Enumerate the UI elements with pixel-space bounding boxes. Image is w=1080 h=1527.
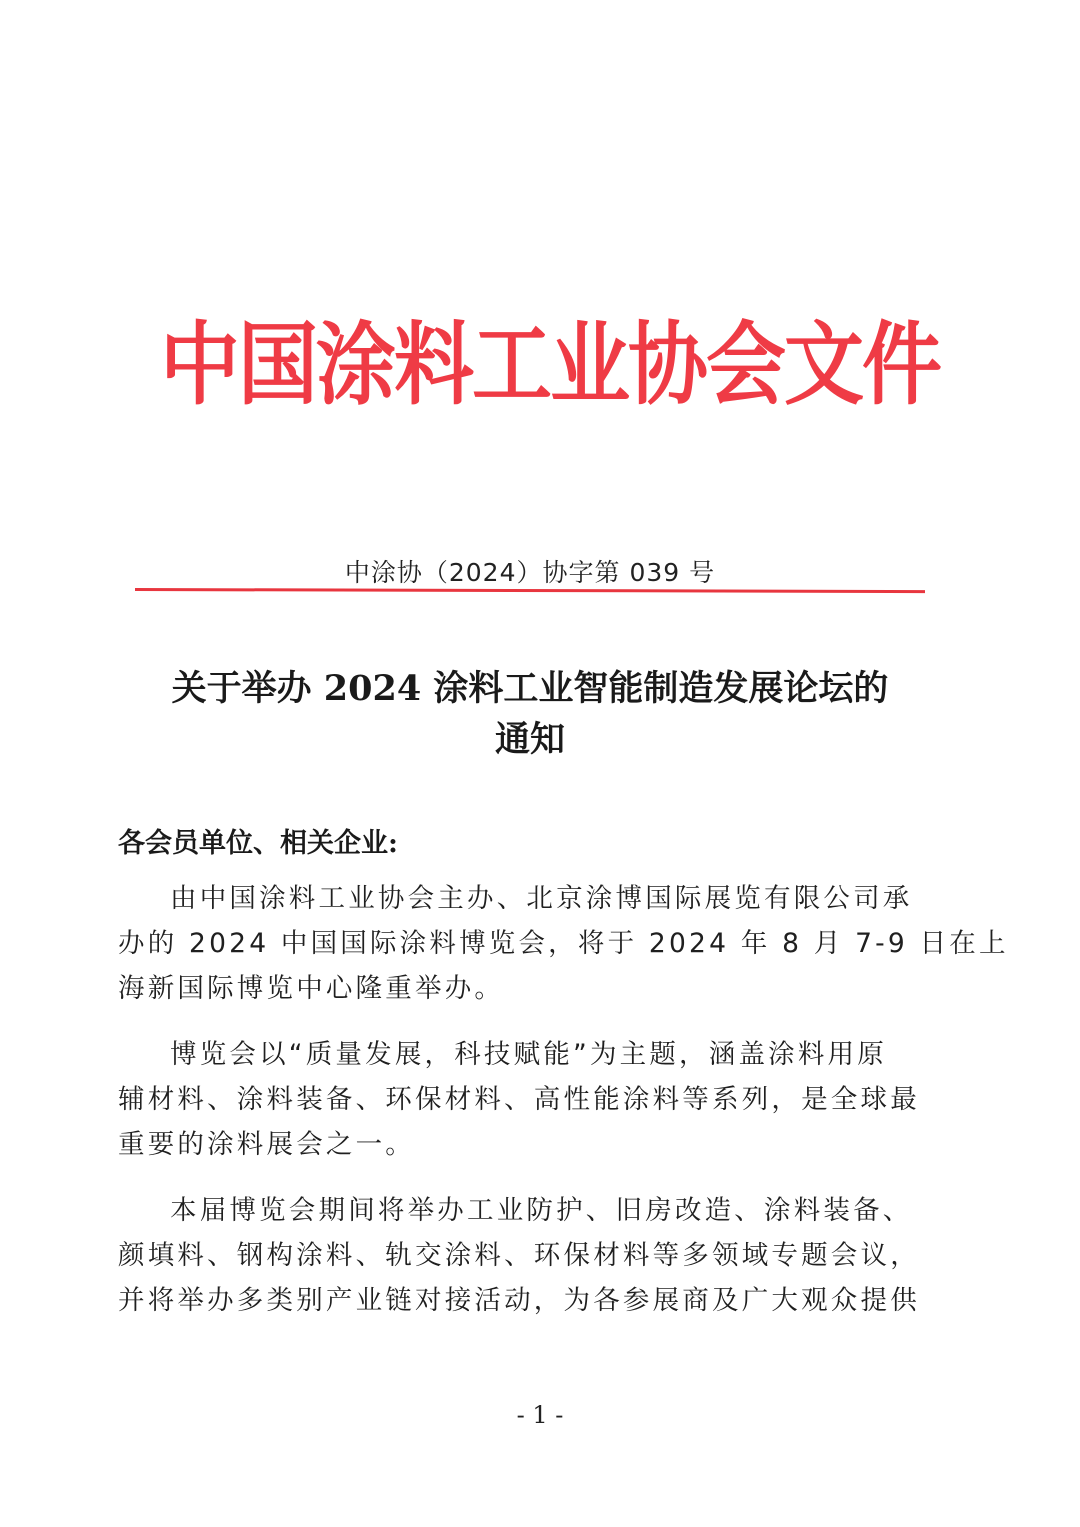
paragraph-line: 博览会以“质量发展，科技赋能”为主题，涵盖涂料用原 <box>170 1039 887 1070</box>
document-number: 中涂协（2024）协字第 039 号 <box>344 558 716 587</box>
paragraph-line: 颜填料、钢构涂料、轨交涂料、环保材料等多领域专题会议， <box>118 1240 920 1271</box>
notice-title-line: 通知 <box>494 719 565 760</box>
paragraph-line: 辅材料、涂料装备、环保材料、高性能涂料等系列，是全球最 <box>118 1084 920 1115</box>
body-paragraph <box>118 876 1009 1011</box>
paragraph-line: 本届博览会期间将举办工业防护、旧房改造、涂料装备、 <box>170 1195 913 1226</box>
paragraph-line: 并将举办多类别产业链对接活动，为各参展商及广大观众提供 <box>118 1285 920 1316</box>
paragraph-line: 由中国涂料工业协会主办、北京涂博国际展览有限公司承 <box>170 883 913 914</box>
notice-title-line: 关于举办 2024 涂料工业智能制造发展论坛的 <box>171 668 889 709</box>
paragraph-line: 海新国际博览中心隆重举办。 <box>118 973 505 1004</box>
paragraph-line: 办的 2024 中国国际涂料博览会，将于 2024 年 8 月 7-9 日在上 <box>118 928 1009 959</box>
page-number: - 1 - <box>516 1401 564 1429</box>
notice-title <box>110 663 950 765</box>
paragraph-line: 重要的涂料展会之一。 <box>118 1129 415 1160</box>
masthead-title: 中国涂料工业协会文件 <box>160 311 940 417</box>
body-paragraph <box>118 1188 923 1323</box>
body-paragraph <box>118 1032 923 1167</box>
salutation: 各会员单位、相关企业: <box>118 828 398 859</box>
